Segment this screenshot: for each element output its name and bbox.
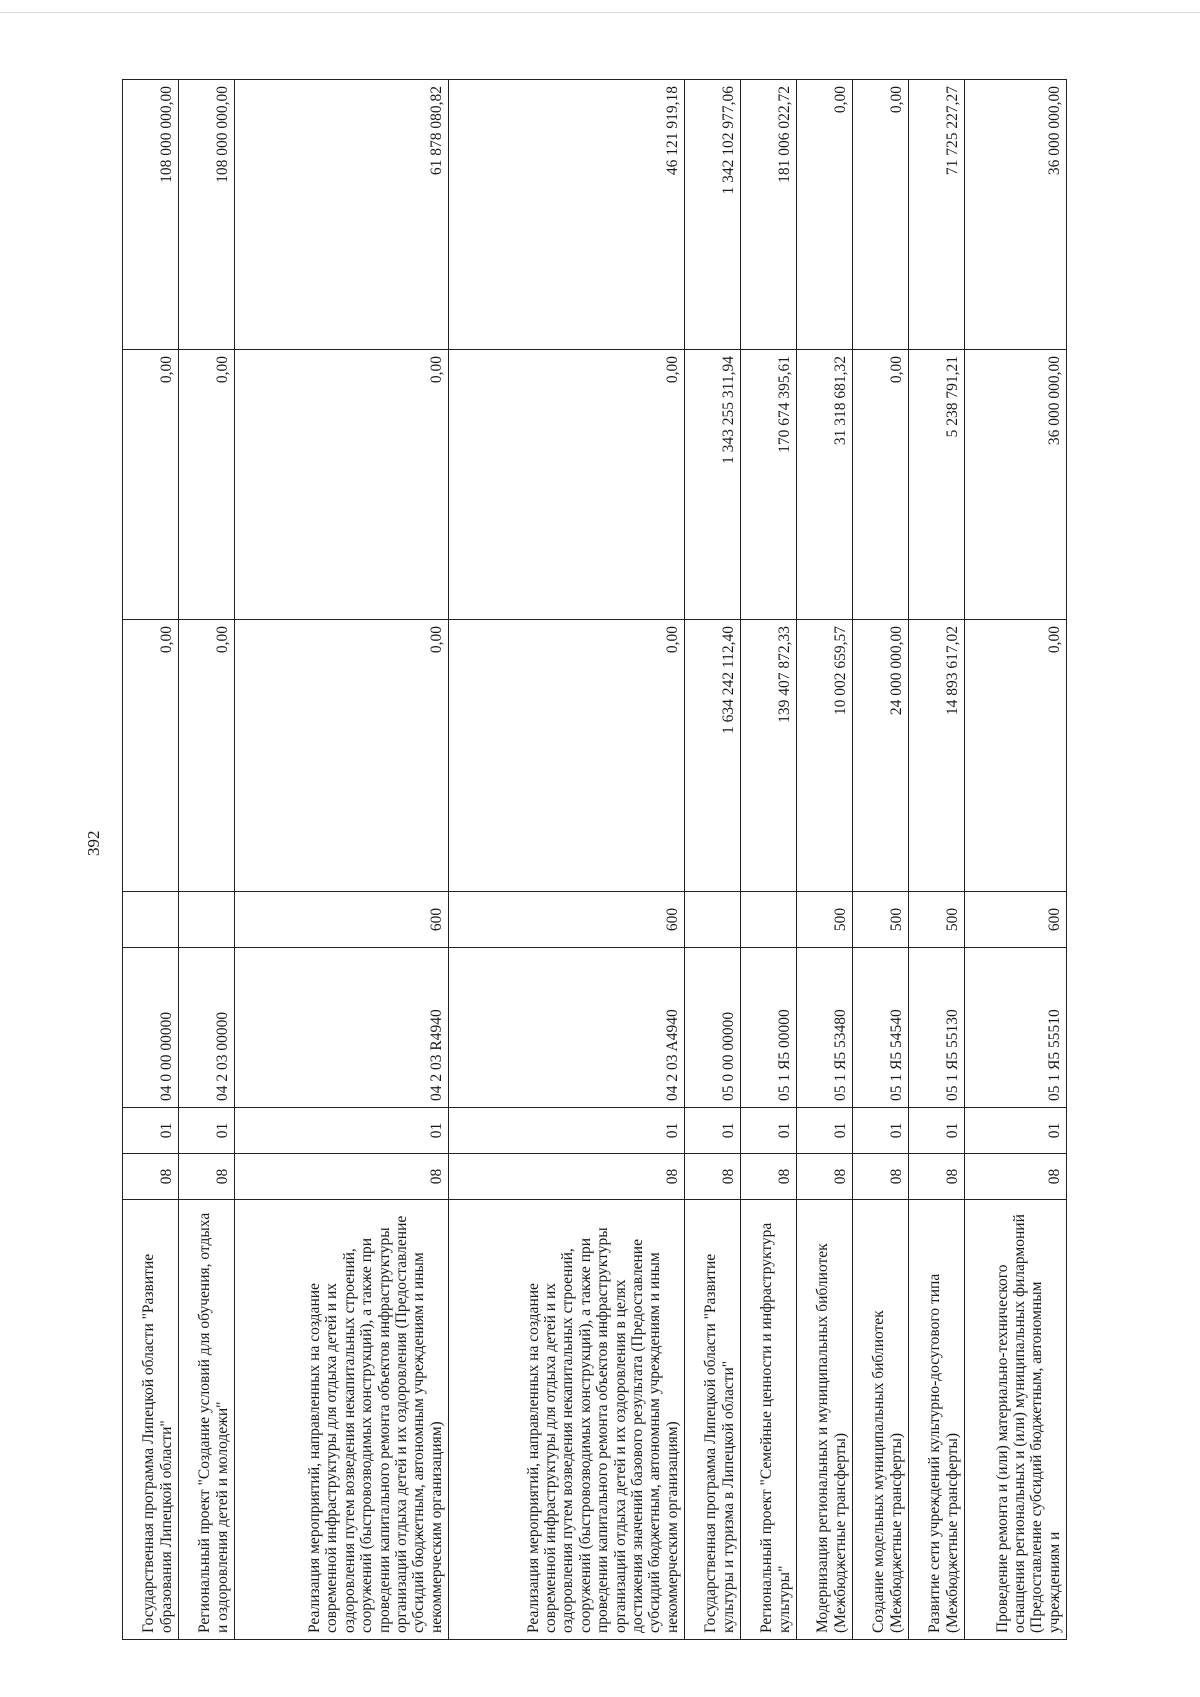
row-amount-1: 139 407 872,33 [741,620,797,892]
table-row [179,80,235,1640]
row-section: 08 [797,1154,853,1200]
row-subsection: 01 [965,1108,1067,1154]
row-amount-2: 0,00 [235,350,449,620]
row-name: Развитие сети учреждений культурно-досугового типа (Межбюджетные трансферты) [909,1200,965,1640]
row-name: Региональный проект "Создание условий для обучения, отдыха и оздоровления детей и молодежи" [179,1200,235,1640]
row-name: Модернизация региональных и муниципальных библиотек (Межбюджетные трансферты) [797,1200,853,1640]
row-amount-2: 0,00 [853,350,909,620]
rotated-page-content [122,80,1066,1640]
row-amount-3: 0,00 [853,80,909,350]
table-row [685,80,741,1640]
table-row [909,80,965,1640]
row-amount-1: 0,00 [449,620,685,892]
page-number: 392 [84,830,103,856]
table-row [235,80,449,1640]
row-amount-1: 0,00 [965,620,1067,892]
row-expense-type: 600 [235,892,449,948]
row-expense-type: 500 [797,892,853,948]
row-subsection: 01 [449,1108,685,1154]
row-amount-2: 1 343 255 311,94 [685,350,741,620]
row-name: Региональный проект "Семейные ценности и инфраструктура культуры" [741,1200,797,1640]
row-subsection: 01 [797,1108,853,1154]
row-target-code: 04 0 00 00000 [123,948,179,1108]
row-section: 08 [853,1154,909,1200]
row-expense-type [685,892,741,948]
row-amount-3: 108 000 000,00 [123,80,179,350]
row-target-code: 04 2 03 A4940 [449,948,685,1108]
row-target-code: 05 1 Я5 53480 [797,948,853,1108]
row-amount-3: 0,00 [797,80,853,350]
row-expense-type [179,892,235,948]
row-amount-1: 1 634 242 112,40 [685,620,741,892]
row-target-code: 05 1 Я5 00000 [741,948,797,1108]
row-subsection: 01 [853,1108,909,1154]
row-subsection: 01 [741,1108,797,1154]
row-amount-1: 24 000 000,00 [853,620,909,892]
row-section: 08 [235,1154,449,1200]
row-amount-2: 0,00 [123,350,179,620]
row-section: 08 [965,1154,1067,1200]
row-target-code: 05 0 00 00000 [685,948,741,1108]
row-section: 08 [179,1154,235,1200]
row-amount-2: 0,00 [179,350,235,620]
table-row [853,80,909,1640]
scan-top-edge [0,12,1200,13]
row-name: Реализация мероприятий, направленных на создание современной инфраструктуры для отдыха детей и их оздоровления путем возведения некапитальных строений, сооружений (быстровозводимых конструкций), а также при проведении капитального ремонта объектов инфраструктуры организаций отдыха детей и их оздоровления (Предоставление субсидий бюджетным, автономным учреждениям и иным некоммерческим организациям) [235,1200,449,1640]
row-target-code: 05 1 Я5 54540 [853,948,909,1108]
row-expense-type: 500 [853,892,909,948]
row-subsection: 01 [685,1108,741,1154]
row-section: 08 [685,1154,741,1200]
table-row [449,80,685,1640]
row-amount-3: 61 878 080,82 [235,80,449,350]
row-amount-3: 181 006 022,72 [741,80,797,350]
row-amount-3: 1 342 102 977,06 [685,80,741,350]
row-amount-1: 0,00 [179,620,235,892]
row-target-code: 04 2 03 R4940 [235,948,449,1108]
row-amount-2: 36 000 000,00 [965,350,1067,620]
row-section: 08 [741,1154,797,1200]
row-amount-1: 0,00 [123,620,179,892]
row-expense-type: 600 [965,892,1067,948]
row-expense-type [123,892,179,948]
row-amount-1: 14 893 617,02 [909,620,965,892]
row-amount-1: 10 002 659,57 [797,620,853,892]
row-name: Проведение ремонта и (или) материально-технического оснащения региональных и (или) муниципальных филармоний (Предоставление субсидий бюджетным, автономным учреждениям и [965,1200,1067,1640]
row-name: Государственная программа Липецкой области "Развитие образования Липецкой области" [123,1200,179,1640]
row-target-code: 05 1 Я5 55510 [965,948,1067,1108]
row-expense-type: 600 [449,892,685,948]
row-section: 08 [123,1154,179,1200]
row-amount-2: 170 674 395,61 [741,350,797,620]
row-amount-2: 31 318 681,32 [797,350,853,620]
row-expense-type: 500 [909,892,965,948]
row-section: 08 [909,1154,965,1200]
row-subsection: 01 [909,1108,965,1154]
table-row [965,80,1067,1640]
row-amount-3: 108 000 000,00 [179,80,235,350]
row-expense-type [741,892,797,948]
row-amount-3: 36 000 000,00 [965,80,1067,350]
row-amount-3: 46 121 919,18 [449,80,685,350]
row-target-code: 05 1 Я5 55130 [909,948,965,1108]
budget-allocation-table [122,79,1067,1640]
row-amount-3: 71 725 227,27 [909,80,965,350]
row-section: 08 [449,1154,685,1200]
row-amount-2: 0,00 [449,350,685,620]
table-row [797,80,853,1640]
row-name: Государственная программа Липецкой области "Развитие культуры и туризма в Липецкой области" [685,1200,741,1640]
row-name: Реализация мероприятий, направленных на создание современной инфраструктуры для отдыха детей и их оздоровления путем возведения некапитальных строений, сооружений (быстровозводимых конструкций), а также при проведении капитального ремонта объектов инфраструктуры организаций отдыха детей и их оздоровления в целях достижения значений базового результата (Предоставление субсидий бюджетным, автономным учреждениям и иным некоммерческим организациям) [449,1200,685,1640]
row-subsection: 01 [123,1108,179,1154]
table-row [741,80,797,1640]
row-amount-1: 0,00 [235,620,449,892]
row-subsection: 01 [179,1108,235,1154]
row-amount-2: 5 238 791,21 [909,350,965,620]
table-row [123,80,179,1640]
row-name: Создание модельных муниципальных библиотек (Межбюджетные трансферты) [853,1200,909,1640]
row-subsection: 01 [235,1108,449,1154]
row-target-code: 04 2 03 00000 [179,948,235,1108]
